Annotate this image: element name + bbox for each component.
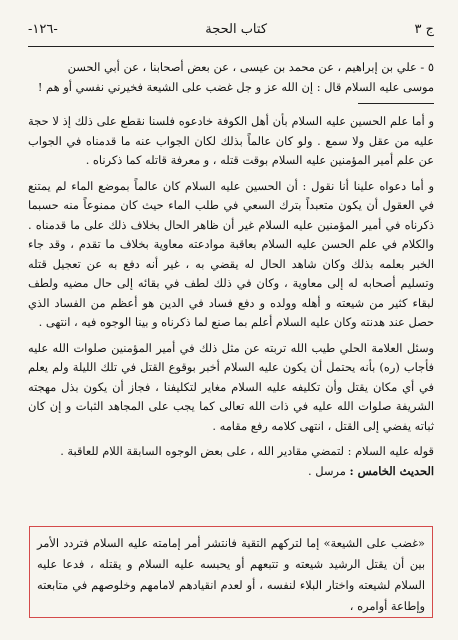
book-title: كتاب الحجة [205, 21, 268, 37]
commentary-paragraph-4: قوله عليه السلام : لتمضي مقادير الله ، على بعض الوجوه السابقة اللام للعاقبة . [60, 444, 434, 458]
hadith-title: الحديث الخامس : [349, 463, 434, 478]
header-rule [28, 46, 434, 47]
hadith5-line2: موسى عليه السلام قال : إن الله عز و جل غضب على الشيعة فخيرني نفسي أو هم ! [37, 79, 434, 94]
highlighted-passage-text: «غضب على الشيعة» إما لتركهم التقية فانتشر أمر إمامته عليه السلام فتردد الأمر بين أن يقتل الرشيد شيعته و تتبعهم أو يحبسه عليه السلام و يقتله ، فدعا عليه السلام لشيعته واختار البلاء لنفسه ، أو لعدم انقيادهم لامامهم وخلوصهم في متابعته وإطاعة أوامره ، [37, 536, 425, 613]
page-content [28, 58, 434, 481]
commentary-paragraph-2: و أما دعواه علينا أنا نقول : أن الحسين عليه السلام كان عالماً بموضع الماء لم يمتنع في العقول أن يكون متعبداً بترك السعي في طلب الماء حيث كان ممنوعاً منه حسبما ذكرناه في أمير المؤمنين عليه السلام غير أن ظاهر الحال بخلاف ذلك على ما قدمناه . والكلام في علم الحسن عليه السلام بعاقبة موادعته معاوية بخلاف ما تقدم ، وقد جاء الخبر بعلمه بذلك وكان شاهد الحال له يقضي به ، غير أنه دفع به عن تعجيل قتله وتسليم أصحابه له إلى معاوية ، وكان في ذلك لطف في بقائه إلى حال مضيه ولطف لبقاء كثير من شيعته و أهله وولده و دفع فساد في الدين هو أعظم من الفساد الذي حصل عند هدنته وكان عليه السلام أعلم بما صنع لما ذكرناه و بينا الوجوه فيه ، انتهى . [28, 178, 434, 329]
page-number: -١٢٦- [28, 21, 58, 37]
hadith5-line1: ٥ - علي بن إبراهيم ، عن محمد بن عيسى ، عن بعض أصحابنا ، عن أبي الحسن [67, 60, 434, 74]
hadith-heading-line [28, 462, 434, 482]
highlighted-passage [29, 526, 433, 618]
volume-label: ج ٣ [414, 21, 434, 37]
commentary-paragraph-3: وسئل العلامة الحلي طيب الله تربته عن مثل ذلك في أمير المؤمنين صلوات الله عليه فأجاب (ره) بأنه يحتمل أن يكون عليه السلام أخبر بوقوع القتل في تلك الليلة ولم يعلم في أي مكان يقتل وأن تكليفه عليه السلام مغاير لتكليفنا ، فجاز أن يكون بذل مهجته الشريفة صلوات الله عليه في ذات الله تعالى كما يجب على المجاهد الثبات و إن كان ثباته يفضي إلى القتل ، انتهى كلامه رفع مقامه . [28, 340, 434, 433]
page-header [28, 18, 434, 40]
commentary-separator [358, 103, 434, 104]
commentary-paragraph-1: و أما علم الحسين عليه السلام بأن أهل الكوفة خادعوه فلسنا نقطع على ذلك إذ لا حجة عليه من عقل ولا سمع . ولو كان عالماً بذلك لكان الجواب عنه ما قدمناه في الجواب عن علم أمير المؤمنين عليه السلام بوقت قتله ، و معرفة قاتله كما ذكرناه . [28, 114, 434, 167]
hadith-grade: مرسل . [308, 463, 346, 478]
